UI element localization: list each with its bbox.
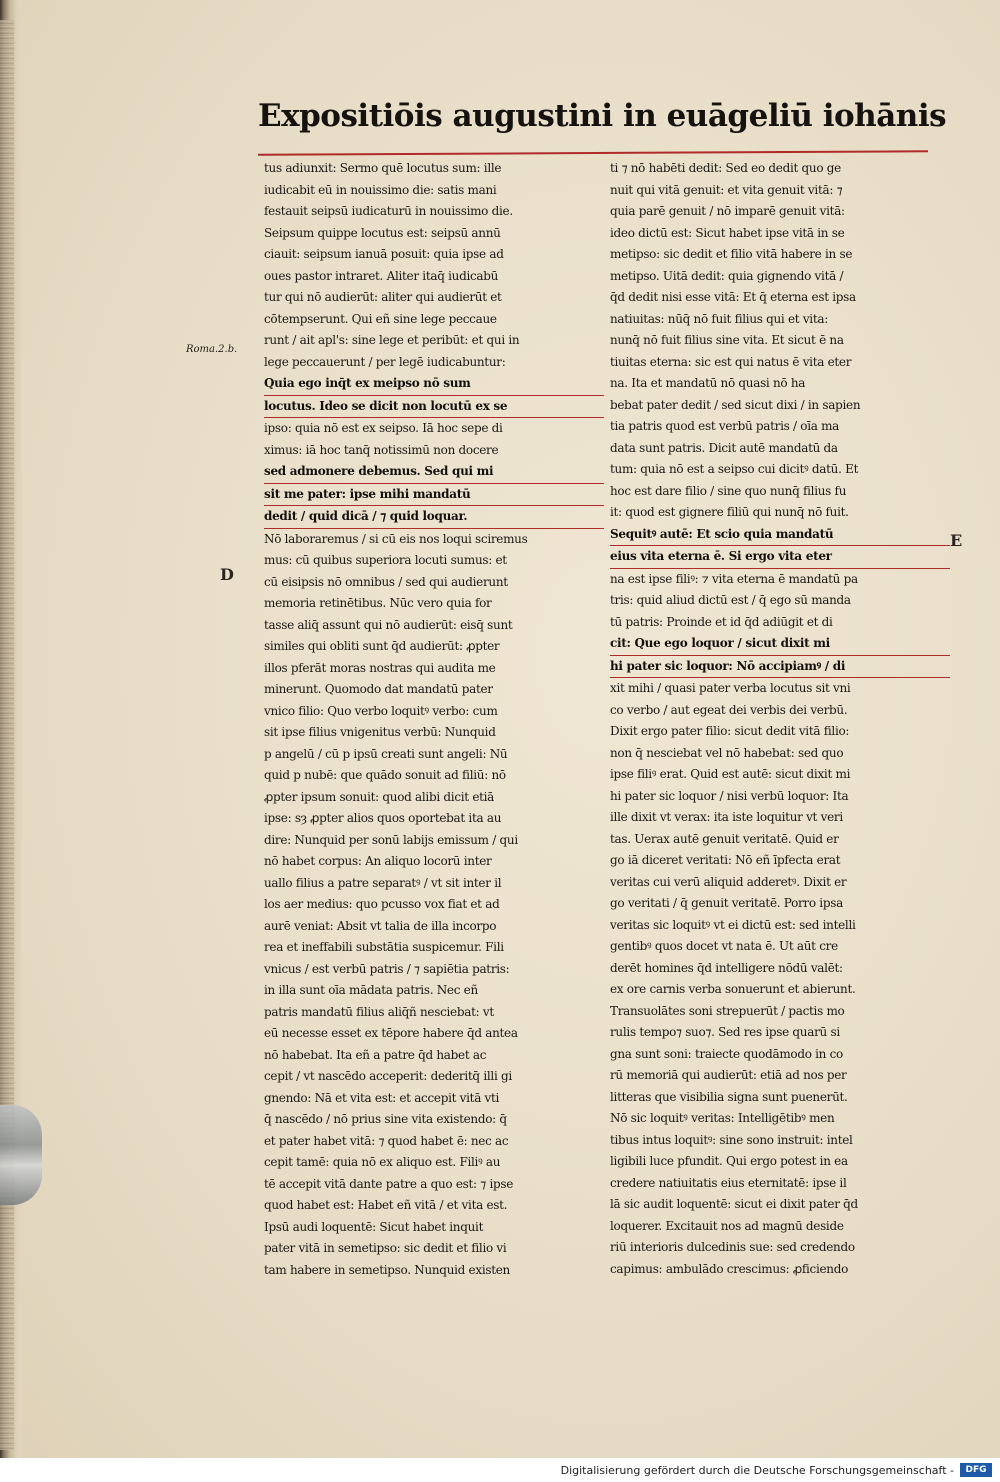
text-line: hoc est dare filio / sine quo nunq̄ filius fu (610, 483, 847, 498)
text-line: ille dixit vt verax: ita iste loquitur vt veri (610, 810, 843, 824)
text-line: quid p nubē: que quādo sonuit ad filiū: nō (264, 768, 506, 782)
text-line: tū patris: Proinde et id q̄d adiūgit et di (610, 614, 833, 629)
text-line: quod habet est: Habet eñ vitā / et vita est. (264, 1198, 508, 1212)
text-line: minerunt. Quomodo dat mandatū pater (264, 682, 493, 696)
text-line: eū necesse esset ex tēpore habere q̄d antea (264, 1026, 518, 1040)
margin-letter-e: E (950, 531, 963, 550)
text-line: tibus intus loquitꝰ: sine sono instruit: intel (610, 1132, 853, 1147)
right-text-column (610, 158, 950, 1280)
text-line: dedit / quid dicā / ⁊ quid loquar. (264, 506, 604, 529)
text-line: Quia ego inq̄t ex meipso nō sum (264, 373, 604, 396)
text-line: go veritati / q̄ genuit veritatē. Porro ipsa (610, 896, 843, 910)
text-line: metipso: sic dedit et filio vitā habere in se (610, 247, 853, 261)
text-line: hi pater sic loquor: Nō accipiamꝰ / di (610, 656, 950, 679)
text-line: gna sunt soni: traiecte quodāmodo in co (610, 1046, 843, 1061)
text-line: co verbo / aut egeat dei verbis dei verbū. (610, 702, 848, 717)
text-line: tas. Uerax autē genuit veritatē. Quid er (610, 831, 839, 846)
text-line: tur qui nō audierūt: aliter qui audierūt et (264, 290, 502, 304)
text-line: aurē veniat: Absit vt talia de illa incorpo (264, 918, 497, 933)
footer-bar (0, 1458, 1000, 1482)
page-clip (0, 1105, 42, 1205)
text-line: nō habet corpus: An aliquo locorū inter (264, 854, 492, 868)
text-line: rea et ineffabili substātia suspicemur. Fili (264, 940, 504, 954)
text-line: metipso. Uitā dedit: quia gignendo vitā / (610, 268, 844, 283)
text-line: tē accepit vitā dante patre a quo est: ⁊ ipse (264, 1176, 514, 1191)
text-line: ximus: iā hoc tanq̄ notissimū non docere (264, 442, 499, 457)
text-line: ipse: sȝ ꝓpter alios quos oportebat ita au (264, 811, 502, 825)
text-line: los aer medius: quo pcusso vox fiat et ad (264, 897, 500, 911)
text-line: rulis tempo⁊ suo⁊. Sed res ipse quarū si (610, 1025, 840, 1039)
text-line: sit ipse filius vnigenitus verbū: Nunquid (264, 725, 496, 739)
text-line: natiuitas: nūq̄ nō fuit filius qui et vita: (610, 311, 828, 326)
text-line: Ipsū audi loquentē: Sicut habet inquit (264, 1219, 484, 1234)
margin-letter-d: D (220, 565, 234, 584)
text-line: oues pastor intraret. Aliter itaq̄ iudicabū (264, 268, 499, 283)
text-line: hi pater sic loquor / nisi verbū loquor: Ita (610, 788, 849, 803)
text-line: ex ore carnis verba sonuerunt et abierunt. (610, 982, 856, 996)
text-line: sed admonere debemus. Sed qui mi (264, 461, 604, 484)
text-line: et pater habet vitā: ⁊ quod habet ē: nec ac (264, 1133, 509, 1148)
text-line: quia parē genuit / nō imparē genuit vitā: (610, 204, 845, 218)
text-line: tam habere in semetipso. Nunquid existen (264, 1262, 510, 1277)
text-line: riū interioris dulcedinis sue: sed credendo (610, 1240, 855, 1254)
text-line: q̄d dedit nisi esse vitā: Et q̄ eterna est ipsa (610, 290, 856, 304)
text-line: na est ipse filiꝰ: ⁊ vita eterna ē mandatū pa (610, 571, 858, 586)
text-line: ciauit: seipsum ianuā posuit: quia ipse ad (264, 247, 504, 261)
text-line: gentibꝰ quos docet vt nata ē. Ut aūt cre (610, 939, 838, 953)
text-line: gnendo: Nā et vita est: et accepit vitā vti (264, 1090, 500, 1105)
text-line: vnico filio: Quo verbo loquitꝰ verbo: cum (264, 703, 498, 718)
text-line: nunq̄ nō fuit filius sine vita. Et sicut ē na (610, 333, 844, 347)
text-line: nuit qui vitā genuit: et vita genuit vitā: ⁊ (610, 182, 843, 197)
text-line: cepit / vt nascēdo acceperit: dederitq̄ illi gi (264, 1069, 512, 1083)
text-line: vnicus / est verbū patris / ⁊ sapiētia patris: (264, 961, 510, 976)
text-line: memoria retinētibus. Nūc vero quia for (264, 596, 492, 610)
text-line: tia patris quod est verbū patris / oīa ma (610, 419, 840, 433)
dfg-logo: DFG (960, 1463, 992, 1477)
text-line: lā sic audit loquentē: sicut ei dixit pater q̄d (610, 1197, 858, 1211)
text-line: festauit seipsū iudicaturū in nouissimo die. (264, 204, 513, 218)
margin-note-roma: Roma.2.b. (186, 344, 238, 355)
page-edges (0, 20, 14, 1450)
text-line: loquerer. Excitauit nos ad magnū deside (610, 1218, 844, 1233)
text-line: pater vitā in semetipso: sic dedit et filio vi (264, 1241, 507, 1255)
text-line: uallo filius a patre separatꝰ / vt sit inter il (264, 875, 502, 890)
text-line: bebat pater dedit / sed sicut dixi / in sapien (610, 397, 861, 412)
text-line: Transuolātes soni strepuerūt / pactis mo (610, 1003, 845, 1018)
text-line: ꝓpter ipsum sonuit: quod alibi dicit etiā (264, 789, 495, 804)
text-line: na. Ita et mandatū nō quasi nō ha (610, 376, 806, 390)
text-line: tasse aliq̄ assunt qui nō audierūt: eisq̄ sunt (264, 617, 513, 632)
text-line: cit: Que ego loquor / sicut dixit mi (610, 633, 950, 656)
text-line: locutus. Ideo se dicit non locutū ex se (264, 396, 604, 419)
text-line: runt / ait apl's: sine lege et peribūt: et qui in (264, 333, 520, 347)
text-line: go iā diceret veritati: Nō eñ īpfecta erat (610, 853, 841, 867)
text-line: veritas cui verū aliquid adderetꝰ. Dixit er (610, 874, 847, 889)
text-line: mus: cū quibus superiora locuti sumus: et (264, 553, 507, 567)
text-line: ti ⁊ nō habēti dedit: Sed eo dedit quo ge (610, 161, 841, 175)
text-line: it: quod est gignere filiū qui nunq̄ nō fuit. (610, 505, 849, 519)
text-line: litteras que visibilia signa sunt puenerūt. (610, 1089, 848, 1104)
left-text-column (264, 158, 604, 1281)
text-line: Seipsum quippe locutus est: seipsū annū (264, 225, 501, 240)
text-line: cōtempserunt. Qui eñ sine lege peccaue (264, 311, 497, 326)
text-line: ideo dictū est: Sicut habet ipse vitā in se (610, 225, 845, 240)
text-line: similes qui obliti sunt q̄d audierūt: ꝓpter (264, 639, 500, 653)
text-line: patris mandatū filius aliq̄ñ nesciebat: vt (264, 1004, 494, 1019)
text-line: eius vita eterna ē. Si ergo vita eter (610, 546, 950, 569)
text-line: ligibili luce pfundit. Qui ergo potest in ea (610, 1154, 848, 1168)
text-line: cū eisipsis nō omnibus / sed qui audierunt (264, 574, 508, 589)
text-line: data sunt patris. Dicit autē mandatū da (610, 440, 838, 455)
text-line: nō habebat. Ita eñ a patre q̄d habet ac (264, 1047, 487, 1062)
text-line: cepit tamē: quia nō ex aliquo est. Filiꝰ au (264, 1155, 501, 1169)
text-line: tus adiunxit: Sermo quē locutus sum: ille (264, 161, 502, 175)
text-line: iudicabit eū in nouissimo die: satis mani (264, 182, 497, 197)
text-line: in illa sunt oīa mādata patris. Nec eñ (264, 983, 478, 997)
text-line: tris: quid aliud dictū est / q̄ ego sū manda (610, 593, 851, 607)
text-line: Dixit ergo pater filio: sicut dedit vitā filio: (610, 724, 850, 738)
text-line: sit me pater: ipse mihi mandatū (264, 484, 604, 507)
text-line: rū memoriā qui audierūt: etiā ad nos per (610, 1068, 847, 1082)
text-line: illos pferāt moras nostras qui audita me (264, 660, 496, 675)
text-line: lege peccauerunt / per legē iudicabuntur: (264, 354, 506, 369)
text-line: p angelū / cū p ipsū creati sunt angeli: Nū (264, 746, 508, 761)
text-line: credere natiuitatis eius eternitatē: ipse il (610, 1175, 847, 1190)
text-line: tiuitas eterna: sic est qui natus ē vita eter (610, 354, 852, 369)
running-header: Expositiōis augustini in euāgeliū iohānis (258, 98, 947, 134)
text-line: Nō sic loquitꝰ veritas: Intelligētibꝰ men (610, 1111, 835, 1125)
text-line: ipse filiꝰ erat. Quid est autē: sicut dixit mi (610, 767, 851, 781)
text-line: ipso: quia nō est ex seipso. Iā hoc sepe di (264, 421, 503, 435)
text-line: veritas sic loquitꝰ vt ei dictū est: sed intelli (610, 917, 856, 932)
text-line: capimus: ambulādo crescimus: ꝓficiendo (610, 1261, 849, 1276)
text-line: non q̄ nesciebat vel nō habebat: sed quo (610, 745, 844, 760)
text-line: tum: quia nō est a seipso cui dicitꝰ datū. Et (610, 462, 859, 476)
text-line: xit mihi / quasi pater verba locutus sit vni (610, 681, 851, 695)
text-line: q̄ nascēdo / nō prius sine vita existendo: q̄ (264, 1112, 507, 1126)
text-line: derēt homines q̄d intelligere nōdū valēt: (610, 960, 843, 975)
text-line: Sequitꝰ autē: Et scio quia mandatū (610, 524, 950, 547)
text-line: Nō laboraremus / si cū eis nos loqui sciremus (264, 531, 528, 546)
footer-credit: Digitalisierung gefördert durch die Deutsche Forschungsgemeinschaft - (560, 1464, 954, 1477)
text-line: dire: Nunquid per sonū labijs emissum / qui (264, 832, 518, 847)
